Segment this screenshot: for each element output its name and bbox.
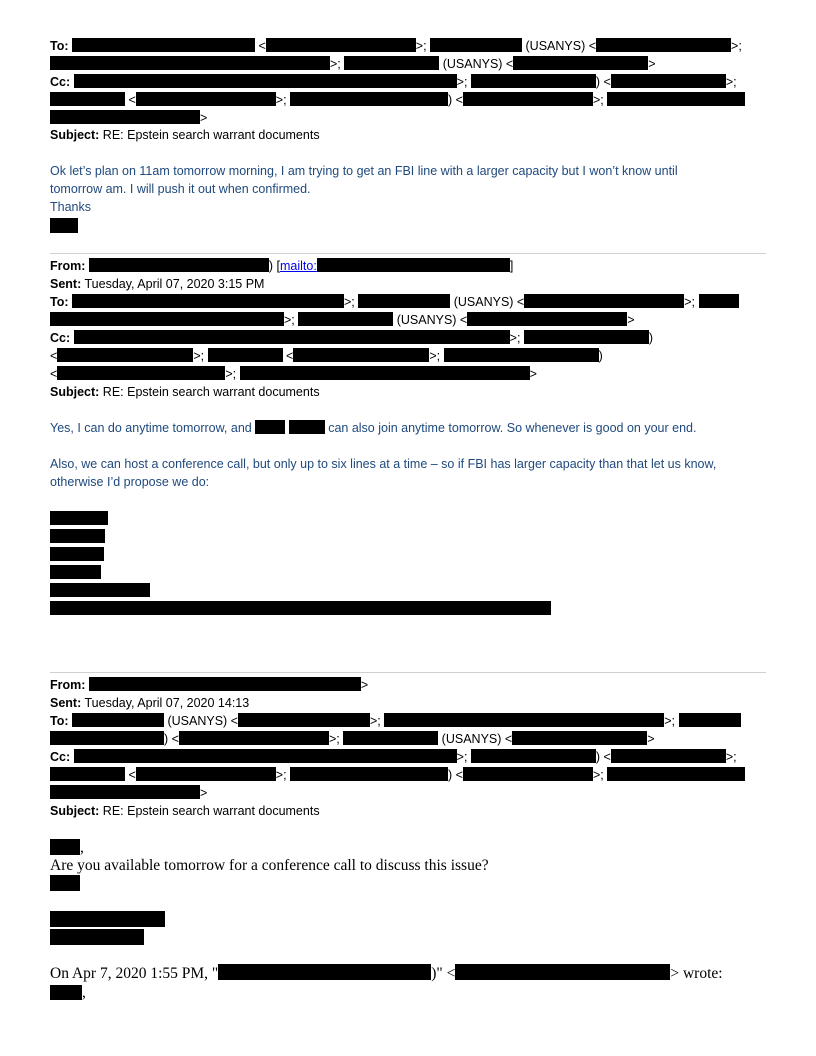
subject-text: RE: Epstein search warrant documents bbox=[102, 128, 320, 142]
redacted-list-item bbox=[50, 565, 101, 579]
cc-label: Cc: bbox=[50, 331, 71, 345]
sent-line-2 bbox=[50, 275, 264, 293]
sent-label: Sent: bbox=[50, 277, 82, 291]
subject-text: RE: Epstein search warrant documents bbox=[102, 385, 320, 399]
redaction bbox=[471, 74, 596, 88]
redaction bbox=[72, 38, 255, 52]
redaction bbox=[255, 420, 285, 434]
redaction bbox=[240, 366, 530, 380]
to-line-2b: >; (USANYS) < > bbox=[50, 311, 635, 329]
redaction bbox=[344, 56, 439, 70]
redacted-signature bbox=[50, 218, 78, 233]
redaction bbox=[611, 749, 726, 763]
redaction bbox=[72, 713, 164, 727]
redaction bbox=[50, 767, 125, 781]
redaction bbox=[293, 348, 429, 362]
cc-line-3a: Cc: >; ) < >; bbox=[50, 750, 737, 764]
redacted-greeting bbox=[50, 985, 82, 1000]
body3-question: Are you available tomorrow for a conference call to discuss this issue? bbox=[50, 857, 489, 874]
redaction bbox=[136, 767, 276, 781]
redaction bbox=[384, 713, 664, 727]
redaction bbox=[74, 330, 510, 344]
redaction bbox=[358, 294, 450, 308]
divider bbox=[50, 672, 766, 673]
redaction bbox=[238, 713, 370, 727]
redaction bbox=[74, 74, 457, 88]
redaction bbox=[679, 713, 741, 727]
subject-line-1 bbox=[50, 126, 320, 144]
redaction bbox=[50, 312, 284, 326]
quote-text-c: > wrote: bbox=[670, 965, 723, 982]
body2-text-b: can also join anytime tomorrow. So whenever is good on your end. bbox=[328, 421, 697, 435]
sent-line-3 bbox=[50, 694, 249, 712]
usanys-tag: (USANYS) < bbox=[442, 57, 514, 71]
cc-line-2a: Cc: >; ) bbox=[50, 331, 654, 345]
redaction bbox=[50, 785, 200, 799]
from-label: From: bbox=[50, 259, 86, 273]
redaction bbox=[513, 56, 648, 70]
redaction bbox=[463, 767, 593, 781]
sent-text: Tuesday, April 07, 2020 3:15 PM bbox=[84, 277, 265, 291]
redaction bbox=[50, 56, 330, 70]
usanys-tag: (USANYS) < bbox=[525, 39, 597, 53]
body2-line2: Also, we can host a conference call, but only up to six lines at a time – so if FBI has larger capacity than that let us know, bbox=[50, 457, 717, 471]
to-line-2a: To: >; (USANYS) < >; bbox=[50, 293, 739, 311]
greeting-comma: , bbox=[80, 839, 84, 856]
redaction bbox=[50, 110, 200, 124]
redaction bbox=[136, 92, 276, 106]
redaction bbox=[72, 294, 344, 308]
body1-line3: Thanks bbox=[50, 200, 91, 214]
cc-line-2c: < >; > bbox=[50, 367, 537, 381]
redaction bbox=[524, 330, 649, 344]
redaction bbox=[607, 767, 745, 781]
redaction bbox=[596, 38, 731, 52]
from-line-3: From: > bbox=[50, 678, 369, 692]
usanys-tag: (USANYS) < bbox=[396, 313, 468, 327]
usanys-tag: (USANYS) < bbox=[453, 295, 525, 309]
redaction bbox=[611, 74, 726, 88]
redaction bbox=[50, 92, 125, 106]
body2-line3: otherwise I’d propose we do: bbox=[50, 475, 210, 489]
redaction bbox=[57, 348, 193, 362]
cc-line-3: > bbox=[50, 109, 207, 127]
redaction bbox=[50, 731, 164, 745]
redacted-signature-block bbox=[50, 911, 165, 927]
redacted-list-item bbox=[50, 511, 108, 525]
redaction bbox=[298, 312, 393, 326]
sent-label: Sent: bbox=[50, 696, 82, 710]
body1-line2: tomorrow am. I will push it out when confirmed. bbox=[50, 182, 311, 196]
cc-label: Cc: bbox=[50, 750, 71, 764]
to-label: To: bbox=[50, 39, 69, 53]
redaction bbox=[218, 964, 431, 980]
cc-label: Cc: bbox=[50, 75, 71, 89]
subject-line-3 bbox=[50, 802, 320, 820]
redaction bbox=[290, 767, 448, 781]
redacted-greeting bbox=[50, 839, 80, 855]
from-label: From: bbox=[50, 678, 86, 692]
usanys-tag: (USANYS) < bbox=[441, 732, 513, 746]
redaction bbox=[290, 92, 448, 106]
cc-line-3c: > bbox=[50, 784, 207, 802]
redaction bbox=[467, 312, 627, 326]
redaction bbox=[512, 731, 647, 745]
redaction bbox=[179, 731, 329, 745]
redaction bbox=[266, 38, 416, 52]
to-label: To: bbox=[50, 295, 69, 309]
redacted-list-item bbox=[50, 529, 105, 543]
redaction bbox=[89, 677, 361, 691]
usanys-tag: (USANYS) < bbox=[167, 714, 238, 728]
redaction bbox=[444, 348, 599, 362]
cc-line-2: < >; ) < >; bbox=[50, 91, 745, 109]
quote-header bbox=[50, 964, 723, 984]
redaction bbox=[89, 258, 269, 272]
redaction bbox=[430, 38, 522, 52]
redaction bbox=[455, 964, 670, 980]
quote-text-a: On Apr 7, 2020 1:55 PM, " bbox=[50, 965, 219, 982]
body2-text-a: Yes, I can do anytime tomorrow, and bbox=[50, 421, 252, 435]
mailto-link[interactable]: mailto: bbox=[280, 259, 317, 273]
to-line-1: To: < >; (USANYS) < >; bbox=[50, 39, 742, 53]
body1-line1: Ok let’s plan on 11am tomorrow morning, I am trying to get an FBI line with a larger capacity but I won’t know until bbox=[50, 164, 678, 178]
redaction bbox=[524, 294, 684, 308]
redaction bbox=[463, 92, 593, 106]
cc-line-2b: < >; < >; ) bbox=[50, 349, 603, 363]
to-label: To: bbox=[50, 714, 69, 728]
redaction bbox=[57, 366, 225, 380]
redacted-signature bbox=[50, 875, 80, 891]
subject-label: Subject: bbox=[50, 128, 100, 142]
divider bbox=[50, 253, 766, 254]
redaction bbox=[208, 348, 283, 362]
redaction bbox=[289, 420, 325, 434]
subject-text: RE: Epstein search warrant documents bbox=[102, 804, 320, 818]
redaction bbox=[699, 294, 739, 308]
redaction bbox=[74, 749, 457, 763]
cc-line-1: Cc: >; ) < >; bbox=[50, 75, 737, 89]
redaction bbox=[471, 749, 596, 763]
subject-label: Subject: bbox=[50, 804, 100, 818]
from-line-2: From: ) [mailto: ] bbox=[50, 259, 514, 273]
to-line-3b: ) < >; (USANYS) < > bbox=[50, 730, 655, 748]
redacted-list-item bbox=[50, 601, 551, 615]
sent-text: Tuesday, April 07, 2020 14:13 bbox=[84, 696, 250, 710]
to-line-3a: To: (USANYS) < >; >; bbox=[50, 712, 741, 730]
redacted-list-item bbox=[50, 583, 150, 597]
body2-line1 bbox=[50, 419, 696, 437]
quote-text-b: )" < bbox=[431, 965, 456, 982]
to-line-2: >; (USANYS) < > bbox=[50, 55, 656, 73]
greeting-comma: , bbox=[82, 984, 86, 1001]
redacted-signature-block bbox=[50, 929, 144, 945]
subject-label: Subject: bbox=[50, 385, 100, 399]
redaction bbox=[343, 731, 438, 745]
redaction bbox=[607, 92, 745, 106]
cc-line-3b: < >; ) < >; bbox=[50, 766, 745, 784]
subject-line-2 bbox=[50, 383, 320, 401]
redacted-list-item bbox=[50, 547, 104, 561]
redaction bbox=[317, 258, 510, 272]
